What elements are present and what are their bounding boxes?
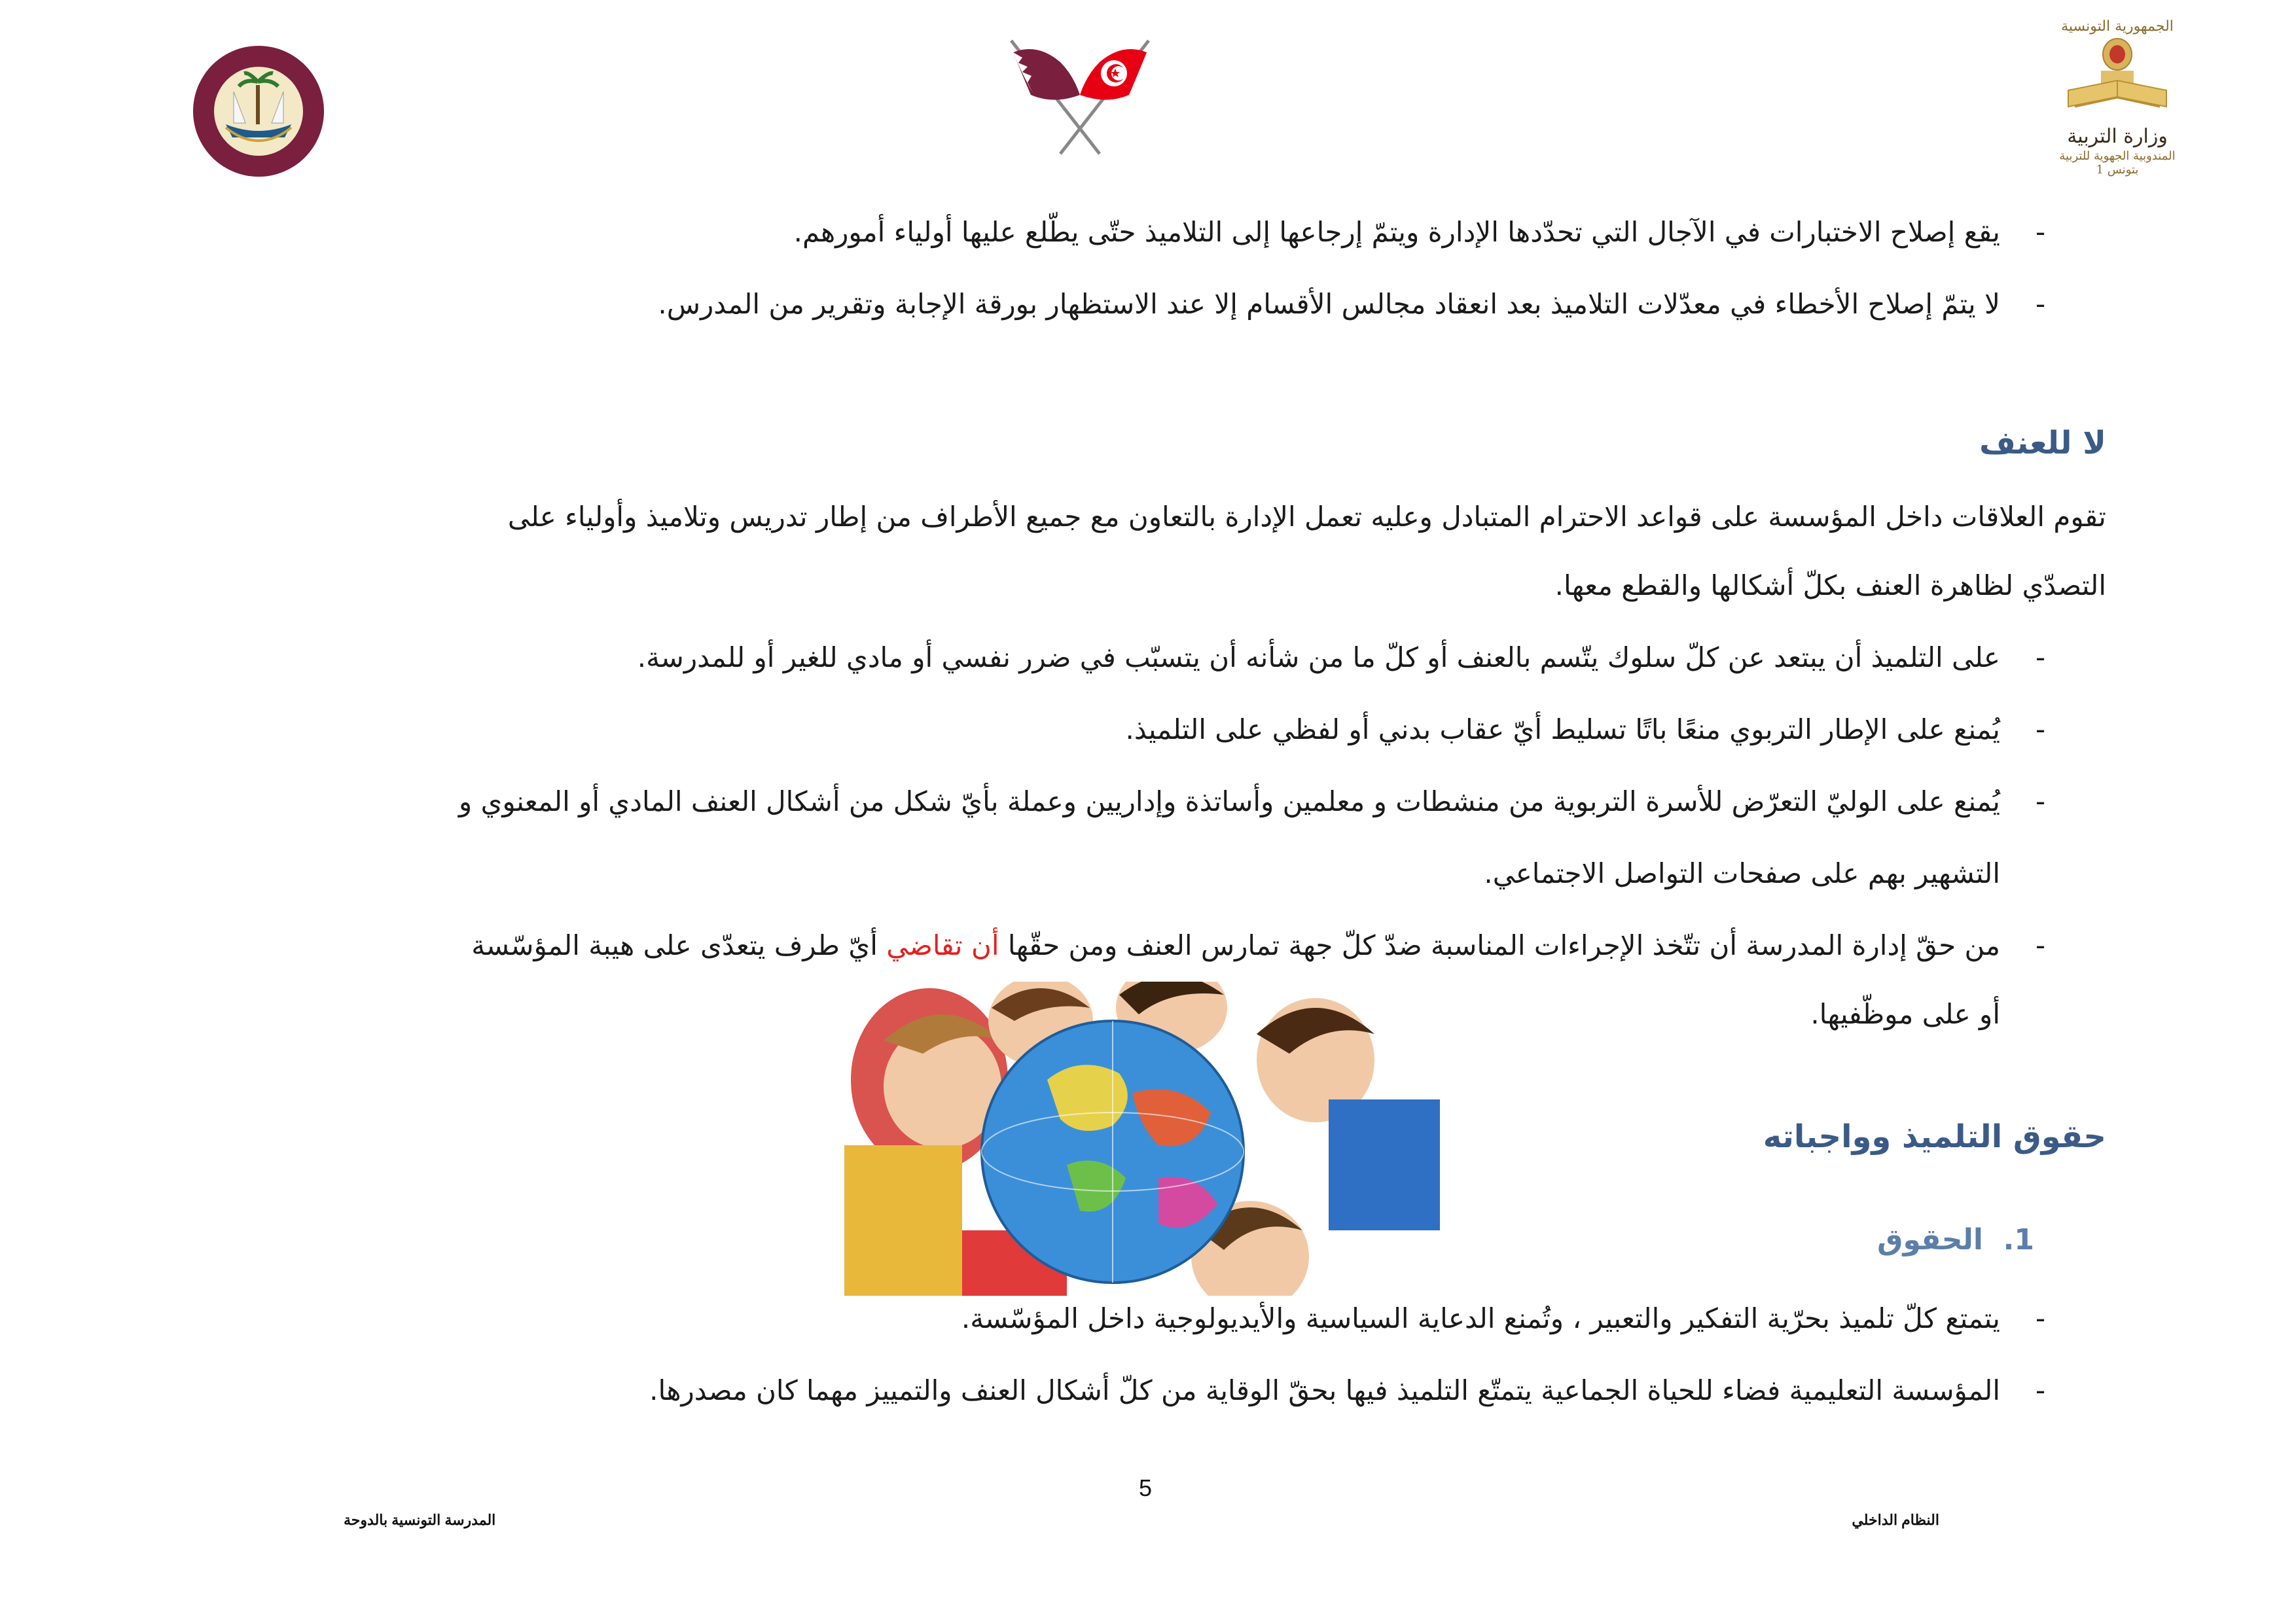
qatar-ministry-logo [187,39,331,183]
violence-rule-3-line-2: التشهير بهم على صفحات التواصل الاجتماعي. [1484,857,2000,889]
footer-school-name: المدرسة التونسية بالدوحة [344,1512,496,1528]
violence-rule-3-line-1: يُمنع على الوليّ التعرّض للأسرة التربوية من منشطات و معلمين وأساتذة وإداريين وعملة بأيّ شكل من أشكال العنف المادي أو المعنوي و [458,785,2000,817]
violence-section-title: لا للعنف [1979,425,2106,461]
rights-item-2: المؤسسة التعليمية فضاء للحياة الجماعية يتمتّع التلميذ فيها بحقّ الوقاية من كلّ أشكال العنف والتمييز مهما كان مصدرها. [649,1374,2000,1406]
violence-rule-4-highlight: أن تقاضي [886,929,999,961]
violence-intro-line-1: تقوم العلاقات داخل المؤسسة على قواعد الاحترام المتبادل وعليه تعمل الإدارة بالتعاون مع جميع الأطراف من إطار تدريس وتلاميذ وأولياء على [507,501,2106,533]
bullet-dash: - [2036,216,2046,248]
violence-rule-1: على التلميذ أن يبتعد عن كلّ سلوك يتّسم بالعنف أو كلّ ما من شأنه أن يتسبّب في ضرر نفسي أو مادي للغير أو للمدرسة. [637,641,2000,673]
bullet-dash: - [2036,929,2046,961]
bullet-dash: - [2036,1302,2046,1334]
rights-subsection-title [1877,1221,2034,1260]
tunisia-qatar-flags-icon [975,33,1185,157]
bullet-dash: - [2036,641,2046,673]
violence-rule-4-line-2: أو على موظّفيها. [1810,998,2000,1030]
bullet-dash: - [2036,713,2046,745]
ministry-name: وزارة التربية [2067,125,2168,148]
page-number: 5 [1139,1474,1153,1501]
exam-rule-1: يقع إصلاح الاختبارات في الآجال التي تحدّدها الإدارة ويتمّ إرجاعها إلى التلاميذ حتّى يطّلع عليها أولياء أمورهم. [793,216,2000,248]
republic-label: الجمهورية التونسية [2061,18,2174,35]
bullet-dash: - [2036,1374,2046,1406]
rights-subsection-label: الحقوق [1877,1223,1984,1257]
children-globe-illustration [831,982,1446,1296]
violence-intro-line-2: التصدّي لظاهرة العنف بكلّ أشكالها والقطع معها. [1554,569,2106,601]
rights-subsection-number: 1. [2003,1223,2034,1257]
bullet-dash: - [2036,288,2046,320]
regional-commission: المندوبية الجهوية للتربية بتونس 1 [2059,149,2176,177]
footer-document-title: النظام الداخلي [1852,1512,1939,1528]
violence-rule-4-line-1 [471,926,2000,965]
children-globe-image [831,982,1446,1296]
rights-item-1: يتمتع كلّ تلميذ بحرّية التفكير والتعبير ، وتُمنع الدعاية السياسية والأيديولوجية داخل المؤسّسة. [961,1302,2000,1334]
rights-section-title: حقوق التلميذ وواجباته [1763,1118,2106,1155]
exam-rule-2: لا يتمّ إصلاح الأخطاء في معدّلات التلاميذ بعد انعقاد مجالس الأقسام إلا عند الاستظهار بورقة الإجابة وتقرير من المدرس. [658,288,2000,320]
violence-rule-2: يُمنع على الإطار التربوي منعًا باتًا تسليط أيّ عقاب بدني أو لفظي على التلميذ. [1125,713,2000,745]
qatar-emblem-icon [187,39,331,183]
ministry-of-education-logo [2049,18,2186,182]
bullet-dash: - [2036,785,2046,817]
emblem-book-icon [2062,35,2173,120]
violence-rule-4-part-2: أيّ طرف يتعدّى على هيبة المؤسّسة [471,929,887,961]
violence-rule-4-part-1: من حقّ إدارة المدرسة أن تتّخذ الإجراءات المناسبة ضدّ كلّ جهة تمارس العنف ومن حقّها [999,929,2000,961]
